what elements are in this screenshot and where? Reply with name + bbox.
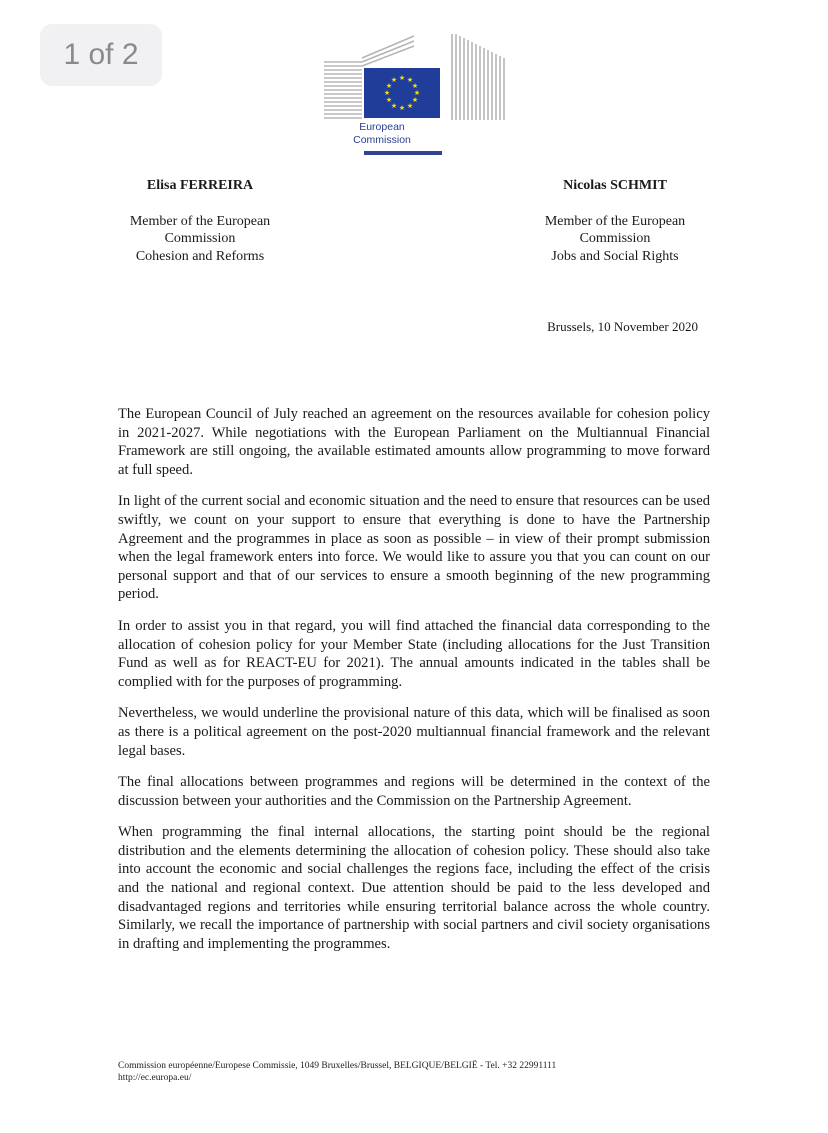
- letter-body: [118, 405, 710, 966]
- logo-underline: [364, 151, 442, 155]
- signatory-title-line: Commission: [579, 231, 651, 246]
- paragraph: Nevertheless, we would underline the provisional nature of this data, which will be finalised as soon as there is a political agreement on the post-2020 multiannual financial framework and the relevant legal bases.: [118, 705, 710, 759]
- signatory-left: [80, 177, 320, 265]
- signatory-title-line: Jobs and Social Rights: [551, 248, 679, 264]
- svg-text:★: ★: [411, 96, 419, 104]
- svg-text:★: ★: [398, 74, 406, 82]
- signatory-title-line: Member of the European: [129, 213, 271, 229]
- svg-text:★: ★: [406, 76, 414, 84]
- signatory-title-line: Member of the European: [544, 213, 686, 229]
- svg-text:★: ★: [413, 89, 421, 97]
- svg-text:★: ★: [390, 76, 398, 84]
- signatory-title-line: Commission: [164, 231, 236, 246]
- paragraph: In light of the current social and economic situation and the need to ensure that resources can be used swiftly, we count on your support to ensure that everything is done to have the Partnership Agreement and the programmes in place as soon as possible – in view of their prompt submission when the legal framework enters into force. We would like to assure you that you can count on our personal support and that of our services to ensure a smooth beginning of the new programming period.: [118, 493, 710, 603]
- svg-text:★: ★: [406, 102, 414, 110]
- svg-text:★: ★: [385, 82, 393, 90]
- svg-text:★: ★: [383, 89, 391, 97]
- letter-footer: [118, 1060, 718, 1084]
- letter-date: Brussels, 10 November 2020: [547, 319, 698, 334]
- signatory-right: [495, 177, 735, 265]
- paragraph: In order to assist you in that regard, you will find attached the financial data corresponding to the allocation of cohesion policy for your Member State (including allocations for the Just Transition Fund as well as for REACT-EU for 2021). The annual amounts indicated in the tables shall be complied with for the purposes of programming.: [118, 617, 710, 690]
- page-indicator: 1 of 2: [40, 24, 162, 86]
- signatory-name: Elisa FERREIRA: [146, 178, 254, 193]
- footer-url[interactable]: http://ec.europa.eu/: [118, 1073, 192, 1083]
- paragraph: The final allocations between programmes and regions will be determined in the context of the discussion between your authorities and the Commission on the Partnership Agreement.: [118, 774, 710, 809]
- logo-wordmark: European Commission: [353, 121, 411, 146]
- logo-building-right: [452, 34, 504, 120]
- paragraph: When programming the final internal allocations, the starting point should be the regional distribution and the elements determining the allocation of cohesion policy. These should also take into account the economic and social challenges the regions face, including the effect of the crisis and the national and regional context. Due attention should be paid to the less developed and disadvantaged regions and territories while ensuring territorial balance across the whole country. Similarly, we recall the importance of partnership with social partners and civil society organisations in drafting and implementing the programmes.: [118, 824, 710, 952]
- paragraph: The European Council of July reached an agreement on the resources available for cohesion policy in 2021-2027. While negotiations with the European Parliament on the Multiannual Financial Framework are still ongoing, the available estimated amounts allow programming to move forward at full speed.: [118, 406, 710, 478]
- svg-text:★: ★: [390, 102, 398, 110]
- footer-address: Commission européenne/Europese Commissie, 1049 Bruxelles/Brussel, BELGIQUE/BELGIË - Tel. +32 22991111: [118, 1061, 557, 1071]
- signatory-title-line: Cohesion and Reforms: [135, 248, 265, 264]
- signatory-name: Nicolas SCHMIT: [563, 178, 667, 193]
- svg-text:★: ★: [385, 96, 393, 104]
- svg-text:★: ★: [398, 104, 406, 112]
- svg-text:★: ★: [411, 82, 419, 90]
